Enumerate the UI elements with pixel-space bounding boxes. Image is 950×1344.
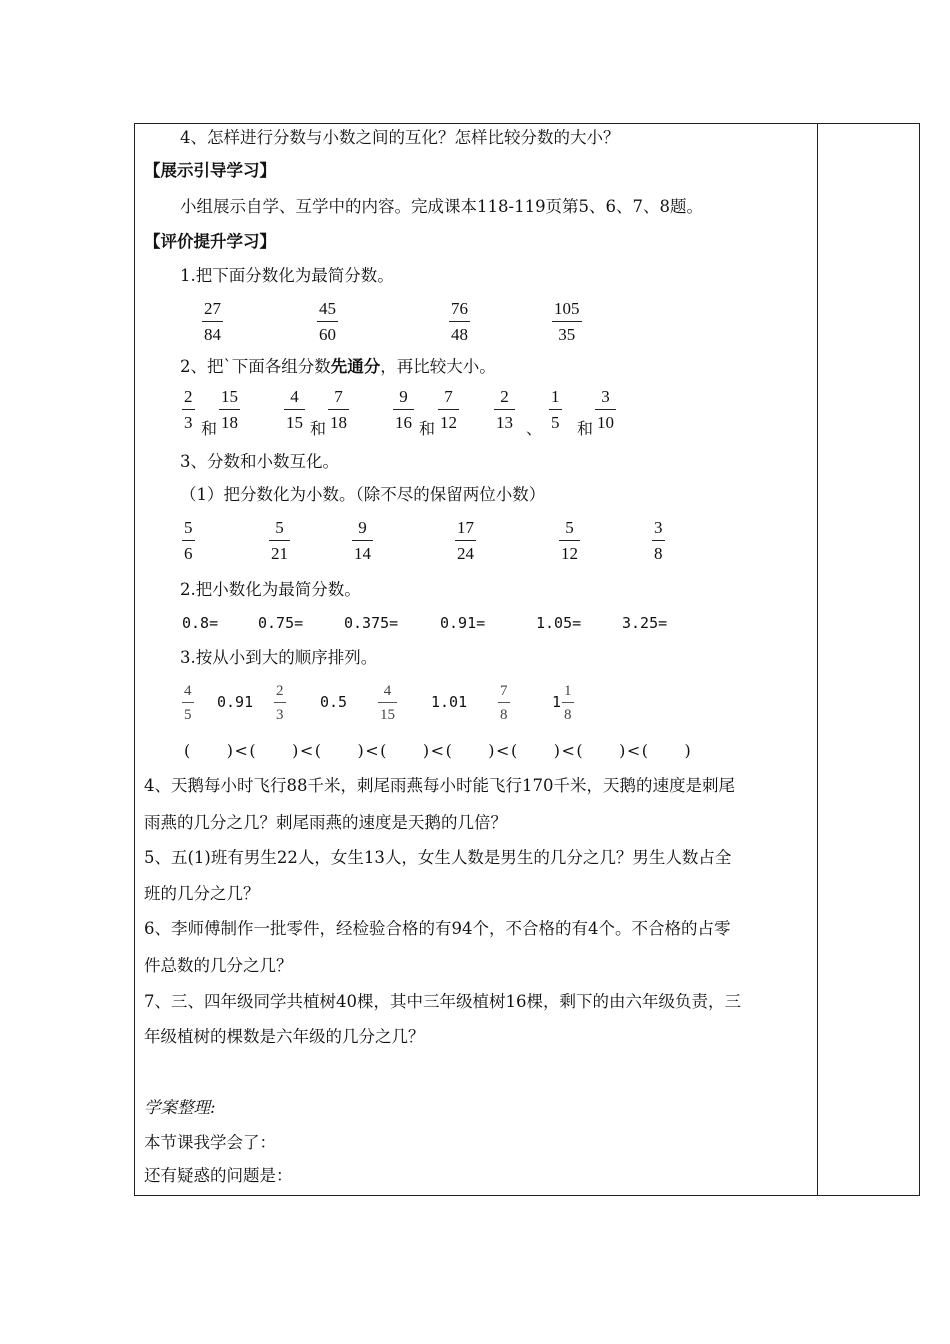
problem-4-line1: 4、天鹅每小时飞行88千米，刺尾雨燕每小时能飞行170千米，天鹅的速度是刺尾	[144, 776, 735, 795]
summary-learned: 本节课我学会了：	[144, 1133, 276, 1152]
fraction: 1 5	[551, 387, 560, 432]
summary-questions: 还有疑惑的问题是：	[144, 1166, 293, 1185]
problem-5-line1: 5、五(1)班有男生22人，女生13人，女生人数是男生的几分之几？男生人数占全	[144, 848, 732, 867]
ex2-title: 2、把`下面各组分数先通分，再比较大小。	[180, 357, 496, 376]
section-show-heading: 【展示引导学习】	[144, 161, 276, 180]
fraction: 4 5	[184, 683, 192, 723]
fraction: 5 21	[271, 518, 288, 563]
section-eval-heading: 【评价提升学习】	[144, 232, 276, 251]
decimal-item: 0.75=	[258, 614, 304, 632]
order-value: 1.01	[431, 693, 468, 711]
fraction: 105 35	[554, 299, 580, 344]
decimal-item: 0.91=	[440, 614, 486, 632]
fraction: 15 18	[221, 387, 238, 432]
separator: 、	[526, 419, 543, 438]
problem-4-line2: 雨燕的几分之几？刺尾雨燕的速度是天鹅的几倍？	[144, 813, 507, 832]
fraction: 45 60	[319, 299, 336, 344]
and-word: 和	[310, 419, 327, 438]
ex3-title: 3、分数和小数互化。	[180, 452, 339, 471]
problem-7-line2: 年级植树的棵数是六年级的几分之几？	[144, 1027, 425, 1046]
decimal-item: 1.05=	[536, 614, 582, 632]
summary-title: 学案整理:	[144, 1098, 216, 1117]
mixed-whole: 1	[552, 693, 562, 711]
ex3-sub2: 2.把小数化为最简分数。	[180, 580, 361, 599]
and-word: 和	[419, 419, 436, 438]
ex3-sub1: （1）把分数化为小数。（除不尽的保留两位小数）	[180, 485, 546, 504]
problem-5-line2: 班的几分之几？	[144, 884, 260, 903]
fraction: 3 10	[597, 387, 614, 432]
fraction: 5 12	[561, 518, 578, 563]
fraction: 7 8	[500, 683, 508, 723]
fraction: 1 8	[564, 683, 572, 723]
decimal-item: 3.25=	[622, 614, 668, 632]
decimal-item: 0.375=	[344, 614, 399, 632]
order-value: 0.91	[217, 693, 254, 711]
fraction: 5 6	[184, 518, 193, 563]
show-text: 小组展示自学、互学中的内容。完成课本118-119页第5、6、7、8题。	[180, 197, 704, 216]
fraction: 9 14	[354, 518, 371, 563]
and-word: 和	[577, 419, 594, 438]
problem-7-line1: 7、三、四年级同学共植树40棵，其中三年级植树16棵，剩下的由六年级负责，三	[144, 992, 741, 1011]
ex3-sub3: 3.按从小到大的顺序排列。	[180, 648, 378, 667]
fraction: 7 18	[330, 387, 347, 432]
fraction: 4 15	[380, 683, 395, 723]
fraction: 4 15	[286, 387, 303, 432]
fraction: 2 3	[184, 387, 193, 432]
ex1-title: 1.把下面分数化为最简分数。	[180, 266, 394, 285]
fraction: 2 3	[276, 683, 284, 723]
fraction: 3 8	[654, 518, 663, 563]
fraction: 27 84	[204, 299, 221, 344]
decimal-item: 0.8=	[182, 614, 219, 632]
fraction: 7 12	[440, 387, 457, 432]
fraction: 17 24	[457, 518, 474, 563]
fraction: 2 13	[496, 387, 513, 432]
problem-6-line2: 件总数的几分之几？	[144, 956, 293, 975]
order-value: 0.5	[320, 693, 348, 711]
column-divider	[817, 123, 818, 1196]
fraction: 9 16	[395, 387, 412, 432]
ordering-blanks: ( )<( )<( )<( )<( )<( )<( )<( )	[184, 741, 693, 760]
fraction: 76 48	[451, 299, 468, 344]
question-4: 4、怎样进行分数与小数之间的互化？怎样比较分数的大小？	[180, 128, 620, 147]
problem-6-line1: 6、李师傅制作一批零件，经检验合格的有94个，不合格的有4个。不合格的占零	[144, 919, 731, 938]
and-word: 和	[201, 419, 218, 438]
